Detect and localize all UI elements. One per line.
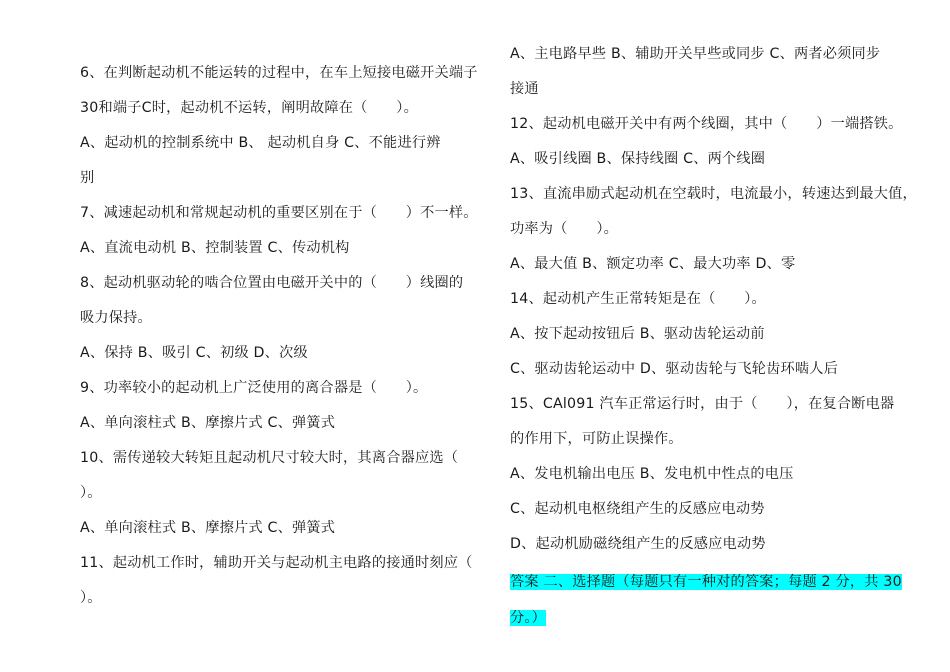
question-8-line-1: 8、起动机驱动轮的啮合位置由电磁开关中的（ ）线圈的 [80, 275, 464, 291]
answer-heading-highlight-1: 答案 二、选择题（每题只有一种对的答案；每题 2 分，共 30 [510, 574, 902, 590]
question-12-options: A、吸引线圈 B、保持线圈 C、两个线圈 [510, 151, 766, 167]
question-11-options: A、主电路早些 B、辅助开关早些或同步 C、两者必须同步 [510, 46, 881, 62]
answer-heading-line-2 [510, 608, 546, 628]
question-15-options-ab: A、发电机输出电压 B、发电机中性点的电压 [510, 466, 794, 482]
question-15-line-2: 的作用下，可防止误操作。 [510, 431, 683, 447]
question-11-options-cont: 接通 [510, 81, 539, 97]
question-14-options-ab: A、按下起动按钮后 B、驱动齿轮运动前 [510, 326, 765, 342]
question-13-line-2: 功率为（ ）。 [510, 221, 619, 237]
question-13-options: A、最大值 B、额定功率 C、最大功率 D、零 [510, 256, 796, 272]
question-9: 9、功率较小的起动机上广泛使用的离合器是（ ）。 [80, 380, 428, 396]
question-10-line-1: 10、需传递较大转矩且起动机尺寸较大时，其离合器应选（ [80, 450, 459, 466]
question-14: 14、起动机产生正常转矩是在（ ）。 [510, 291, 766, 307]
question-6-line-1: 6、在判断起动机不能运转的过程中，在车上短接电磁开关端子 [80, 65, 478, 81]
question-8-line-2: 吸力保持。 [80, 310, 152, 326]
answer-heading-line-1 [510, 572, 902, 592]
question-15-line-1: 15、CAl091 汽车正常运行时，由于（ ），在复合断电器 [510, 396, 895, 412]
question-9-options: A、单向滚柱式 B、摩擦片式 C、弹簧式 [80, 415, 336, 431]
question-10-line-2: ）。 [80, 485, 102, 501]
question-14-options-cd: C、驱动齿轮运动中 D、驱动齿轮与飞轮齿环啮人后 [510, 361, 839, 377]
question-7: 7、减速起动机和常规起动机的重要区别在于（ ）不一样。 [80, 205, 478, 221]
question-8-options: A、保持 B、吸引 C、初级 D、次级 [80, 345, 308, 361]
question-7-options: A、直流电动机 B、控制装置 C、传动机构 [80, 240, 350, 256]
question-13-line-1: 13、直流串励式起动机在空载时，电流最小，转速达到最大值， [510, 186, 917, 202]
question-15-option-c: C、起动机电枢绕组产生的反感应电动势 [510, 501, 765, 517]
question-10-options: A、单向滚柱式 B、摩擦片式 C、弹簧式 [80, 520, 336, 536]
question-6-options-cont: 别 [80, 170, 95, 186]
question-15-option-d: D、起动机励磁绕组产生的反感应电动势 [510, 536, 766, 552]
answer-heading-highlight-2: 分。） [510, 610, 547, 626]
question-11-line-1: 11、起动机工作时，辅助开关与起动机主电路的接通时刻应（ [80, 555, 473, 571]
question-12: 12、起动机电磁开关中有两个线圈，其中（ ）一端搭铁。 [510, 116, 903, 132]
question-6-options: A、起动机的控制系统中 B、 起动机自身 C、不能进行辨 [80, 135, 441, 151]
question-11-line-2: ）。 [80, 590, 102, 606]
question-6-line-2: 30和端子C时，起动机不运转，阐明故障在（ ）。 [80, 100, 418, 116]
